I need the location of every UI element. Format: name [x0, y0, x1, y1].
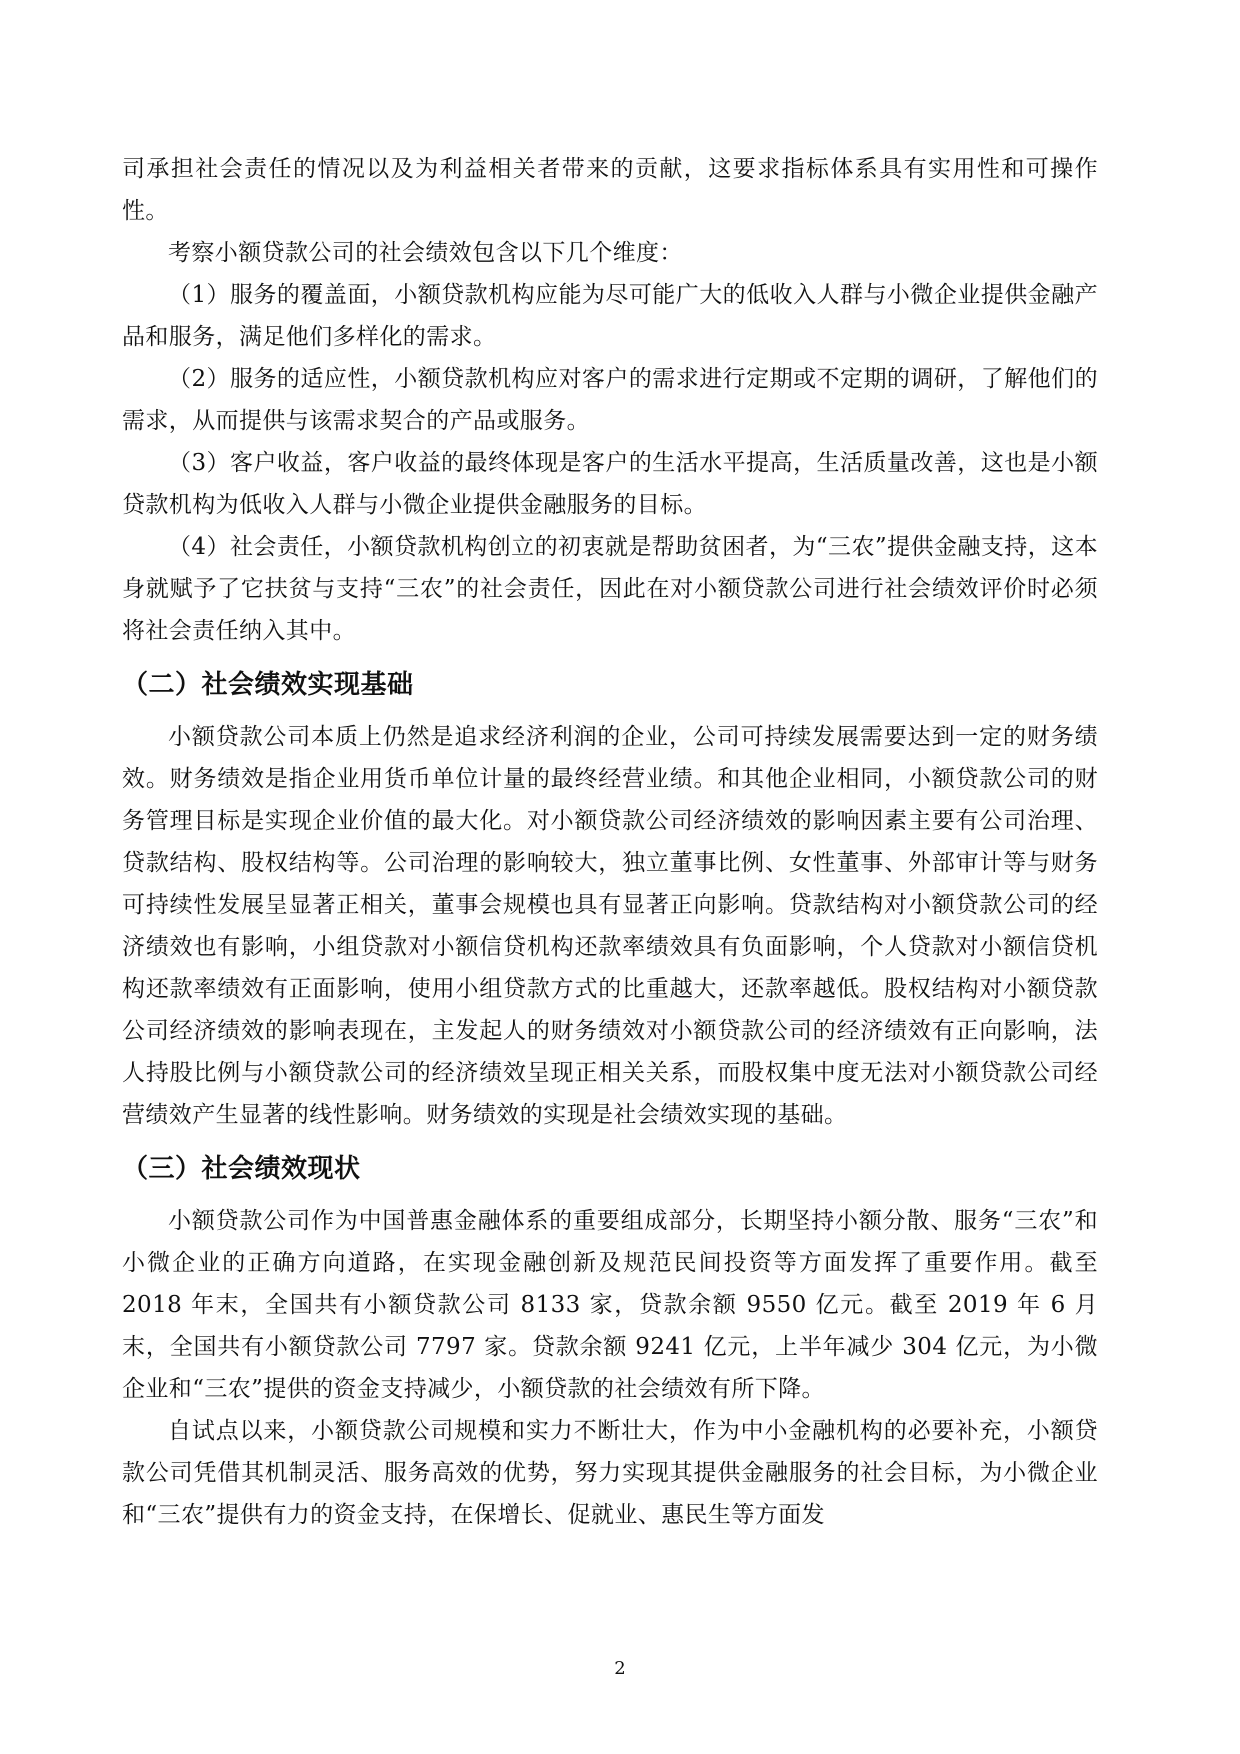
- paragraph-section-3-b: 自试点以来，小额贷款公司规模和实力不断壮大，作为中小金融机构的必要补充，小额贷款公司凭借其机制灵活、服务高效的优势，努力实现其提供金融服务的社会目标，为小微企业和“三农”提供有力的资金支持，在保增长、促就业、惠民生等方面发: [122, 1418, 1098, 1528]
- paragraph-section-2: 小额贷款公司本质上仍然是追求经济利润的企业，公司可持续发展需要达到一定的财务绩效。财务绩效是指企业用货币单位计量的最终经营业绩。和其他企业相同，小额贷款公司的财务管理目标是实现企业价值的最大化。对小额贷款公司经济绩效的影响因素主要有公司治理、贷款结构、股权结构等。公司治理的影响较大，独立董事比例、女性董事、外部审计等与财务可持续性发展呈显著正相关，董事会规模也具有显著正向影响。贷款结构对小额贷款公司的经济绩效也有影响，小组贷款对小额信贷机构还款率绩效具有负面影响，个人贷款对小额信贷机构还款率绩效有正面影响，使用小组贷款方式的比重越大，还款率越低。股权结构对小额贷款公司经济绩效的影响表现在，主发起人的财务绩效对小额贷款公司的经济绩效有正向影响，法人持股比例与小额贷款公司的经济绩效呈现正相关关系，而股权集中度无法对小额贷款公司经营绩效产生显著的线性影响。财务绩效的实现是社会绩效实现的基础。: [122, 724, 1098, 1128]
- paragraph-section-3-a: 小额贷款公司作为中国普惠金融体系的重要组成部分，长期坚持小额分散、服务“三农”和小微企业的正确方向道路，在实现金融创新及规范民间投资等方面发挥了重要作用。截至 2018 年末，全国共有小额贷款公司 8133 家，贷款余额 9550 亿元。截至 2019 年 6 月末，全国共有小额贷款公司 7797 家。贷款余额 9241 亿元，上半年减少 304 亿元，为小微企业和“三农”提供的资金支持减少，小额贷款的社会绩效有所下降。: [122, 1208, 1098, 1402]
- section-heading-3: （三）社会绩效现状: [122, 1154, 361, 1184]
- paragraph-continued: 司承担社会责任的情况以及为利益相关者带来的贡献，这要求指标体系具有实用性和可操作性。: [122, 156, 1098, 224]
- paragraph-dimension-1: （1）服务的覆盖面，小额贷款机构应能为尽可能广大的低收入人群与小微企业提供金融产品和服务，满足他们多样化的需求。: [122, 282, 1098, 350]
- paragraph-dimension-4: （4）社会责任，小额贷款机构创立的初衷就是帮助贫困者，为“三农”提供金融支持，这本身就赋予了它扶贫与支持“三农”的社会责任，因此在对小额贷款公司进行社会绩效评价时必须将社会责任纳入其中。: [122, 534, 1098, 644]
- page-number: 2: [614, 1658, 626, 1679]
- paragraph-dimension-2: （2）服务的适应性，小额贷款机构应对客户的需求进行定期或不定期的调研，了解他们的需求，从而提供与该需求契合的产品或服务。: [122, 366, 1098, 434]
- paragraph-dimension-3: （3）客户收益，客户收益的最终体现是客户的生活水平提高，生活质量改善，这也是小额贷款机构为低收入人群与小微企业提供金融服务的目标。: [122, 450, 1098, 518]
- page-body: [122, 148, 1098, 1536]
- section-heading-2: （二）社会绩效实现基础: [122, 670, 414, 700]
- paragraph-dimensions-intro: 考察小额贷款公司的社会绩效包含以下几个维度：: [168, 240, 683, 266]
